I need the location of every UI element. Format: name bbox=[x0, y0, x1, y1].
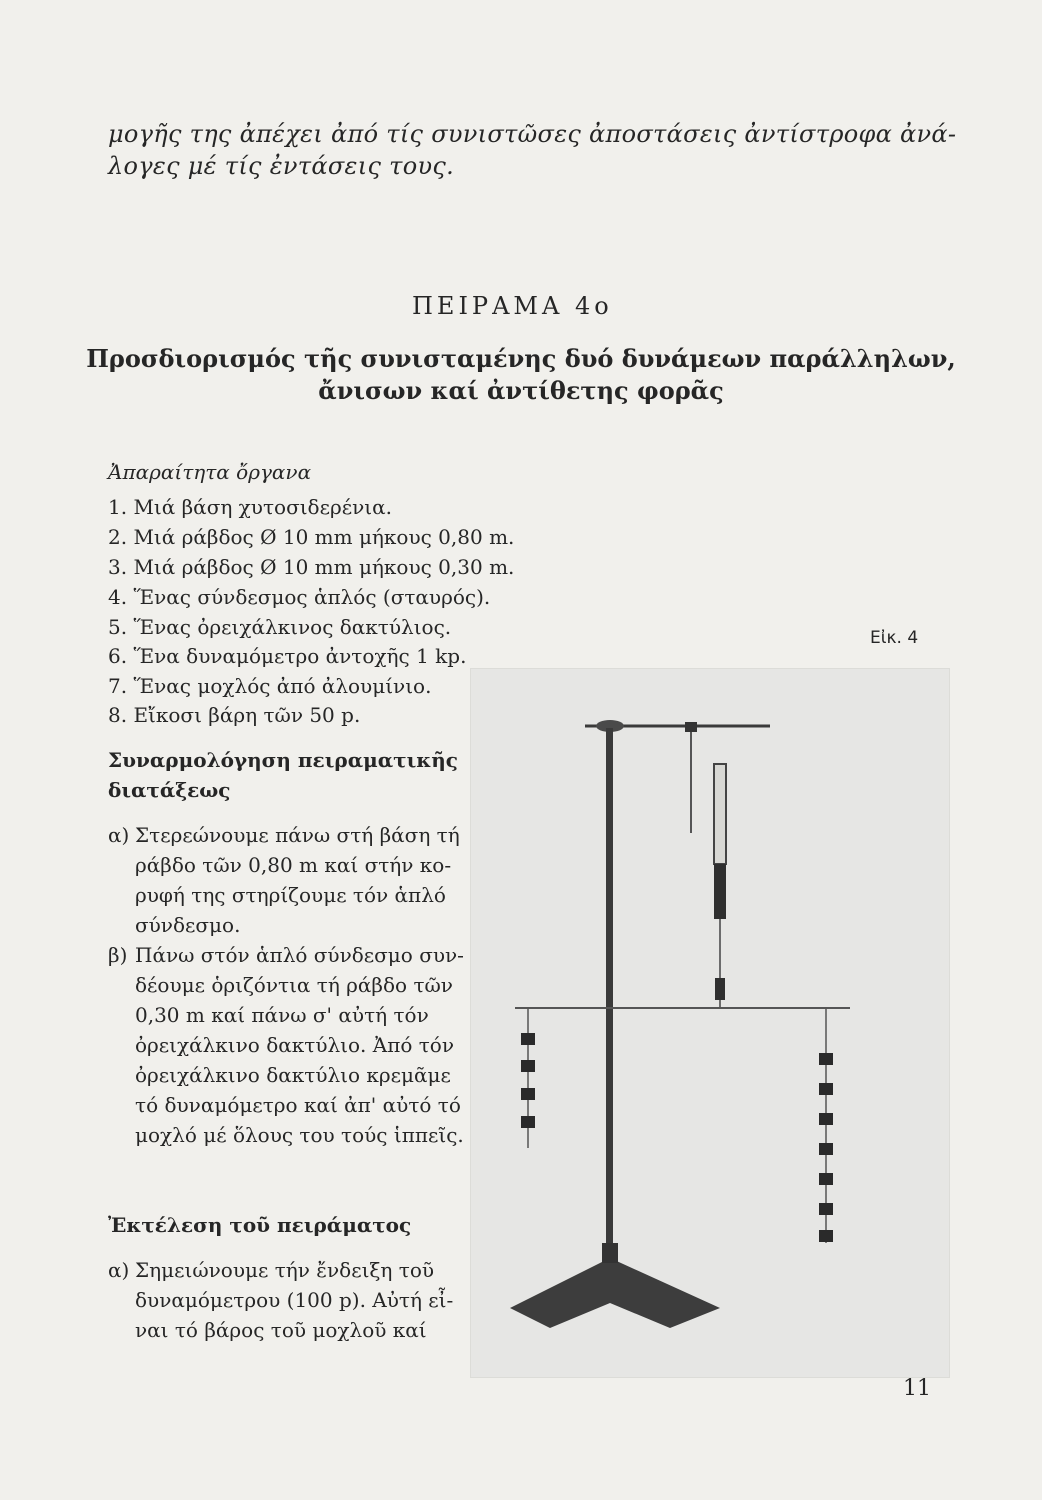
dynamometer-body bbox=[714, 764, 726, 864]
assembly-step-a-line-2: ράβδο τῶν 0,80 m καί στήν κο- bbox=[135, 853, 452, 877]
right-weight-6 bbox=[819, 1203, 833, 1215]
dynamometer-hook-lower bbox=[715, 978, 725, 1000]
photo-background bbox=[470, 668, 950, 1378]
left-weight-1 bbox=[521, 1033, 535, 1045]
assembly-heading-line-2: διατάξεως bbox=[108, 778, 231, 802]
figure-caption: Εἰκ. 4 bbox=[870, 628, 919, 648]
assembly-step-b-line-1: Πάνω στόν ἁπλό σύνδεσμο συν- bbox=[135, 943, 464, 967]
material-item-8: 8. Εἴκοσι βάρη τῶν 50 p. bbox=[108, 703, 361, 727]
assembly-step-b-marker: β) bbox=[108, 943, 128, 967]
intro-line-2: λογες μέ τίς ἐντάσεις τους. bbox=[108, 152, 454, 180]
material-item-4: 4. Ἕνας σύνδεσμος ἁπλός (σταυρός). bbox=[108, 585, 491, 609]
material-item-1: 1. Μιά βάση χυτοσιδερένια. bbox=[108, 495, 392, 519]
execution-step-a-line-2: δυναμόμετρου (100 p). Αὐτή εἶ- bbox=[135, 1288, 454, 1312]
assembly-step-a-line-4: σύνδεσμο. bbox=[135, 913, 241, 937]
assembly-step-a-marker: α) bbox=[108, 823, 130, 847]
assembly-step-b-line-5: ὀρειχάλκινο δακτύλιο κρεμᾶμε bbox=[135, 1063, 451, 1087]
material-item-3: 3. Μιά ράβδος Ø 10 mm μήκους 0,30 m. bbox=[108, 555, 515, 579]
material-item-6: 6. Ἕνα δυναμόμετρο ἀντοχῆς 1 kp. bbox=[108, 644, 467, 668]
assembly-step-b-line-2: δέουμε ὁριζόντια τή ράβδο τῶν bbox=[135, 973, 453, 997]
vertical-rod bbox=[606, 728, 613, 1248]
brass-ring bbox=[685, 722, 697, 732]
apparatus-photo bbox=[470, 668, 950, 1378]
material-item-2: 2. Μιά ράβδος Ø 10 mm μήκους 0,80 m. bbox=[108, 525, 515, 549]
right-weight-7 bbox=[819, 1230, 833, 1242]
assembly-step-a-line-1: Στερεώνουμε πάνω στή βάση τή bbox=[135, 823, 460, 847]
page-number: 11 bbox=[903, 1376, 931, 1401]
left-weight-3 bbox=[521, 1088, 535, 1100]
assembly-step-b-line-7: μοχλό μέ ὅλους του τούς ἱππεῖς. bbox=[135, 1123, 464, 1147]
right-weight-3 bbox=[819, 1113, 833, 1125]
assembly-heading-line-1: Συναρμολόγηση πειραματικῆς bbox=[108, 748, 458, 772]
material-item-5: 5. Ἕνας ὀρειχάλκινος δακτύλιος. bbox=[108, 615, 452, 639]
intro-line-1: μογῆς της ἀπέχει ἀπό τίς συνιστῶσες ἀποστάσεις ἀντίστροφα ἀνά- bbox=[108, 120, 957, 148]
title-line-1: Προσδιορισμός τῆς συνισταμένης δυό δυνάμεων παράλληλων, bbox=[86, 344, 956, 373]
right-weight-1 bbox=[819, 1053, 833, 1065]
dynamometer-barrel bbox=[714, 864, 726, 919]
right-weight-4 bbox=[819, 1143, 833, 1155]
assembly-step-b-line-6: τό δυναμόμετρο καί ἀπ' αὐτό τό bbox=[135, 1093, 461, 1117]
execution-step-a-marker: α) bbox=[108, 1258, 130, 1282]
assembly-step-b-line-3: 0,30 m καί πάνω σ' αὐτή τόν bbox=[135, 1003, 429, 1027]
materials-heading: Ἀπαραίτητα ὄργανα bbox=[108, 460, 312, 484]
left-weight-4 bbox=[521, 1116, 535, 1128]
execution-step-a-line-1: Σημειώνουμε τήν ἔνδειξη τοῦ bbox=[135, 1258, 435, 1282]
experiment-number: ΠΕΙΡΑΜΑ 4ο bbox=[412, 292, 613, 320]
assembly-step-b-line-4: ὀρειχάλκινο δακτύλιο. Ἀπό τόν bbox=[135, 1033, 454, 1057]
title-line-2: ἄνισων καί ἀντίθετης φορᾶς bbox=[318, 376, 724, 405]
execution-step-a-line-3: ναι τό βάρος τοῦ μοχλοῦ καί bbox=[135, 1318, 427, 1342]
right-weight-2 bbox=[819, 1083, 833, 1095]
execution-heading: Ἐκτέλεση τοῦ πειράματος bbox=[108, 1213, 412, 1237]
left-weight-2 bbox=[521, 1060, 535, 1072]
material-item-7: 7. Ἕνας μοχλός ἀπό ἀλουμίνιο. bbox=[108, 674, 432, 698]
right-weight-5 bbox=[819, 1173, 833, 1185]
assembly-step-a-line-3: ρυφή της στηρίζουμε τόν ἁπλό bbox=[135, 883, 446, 907]
